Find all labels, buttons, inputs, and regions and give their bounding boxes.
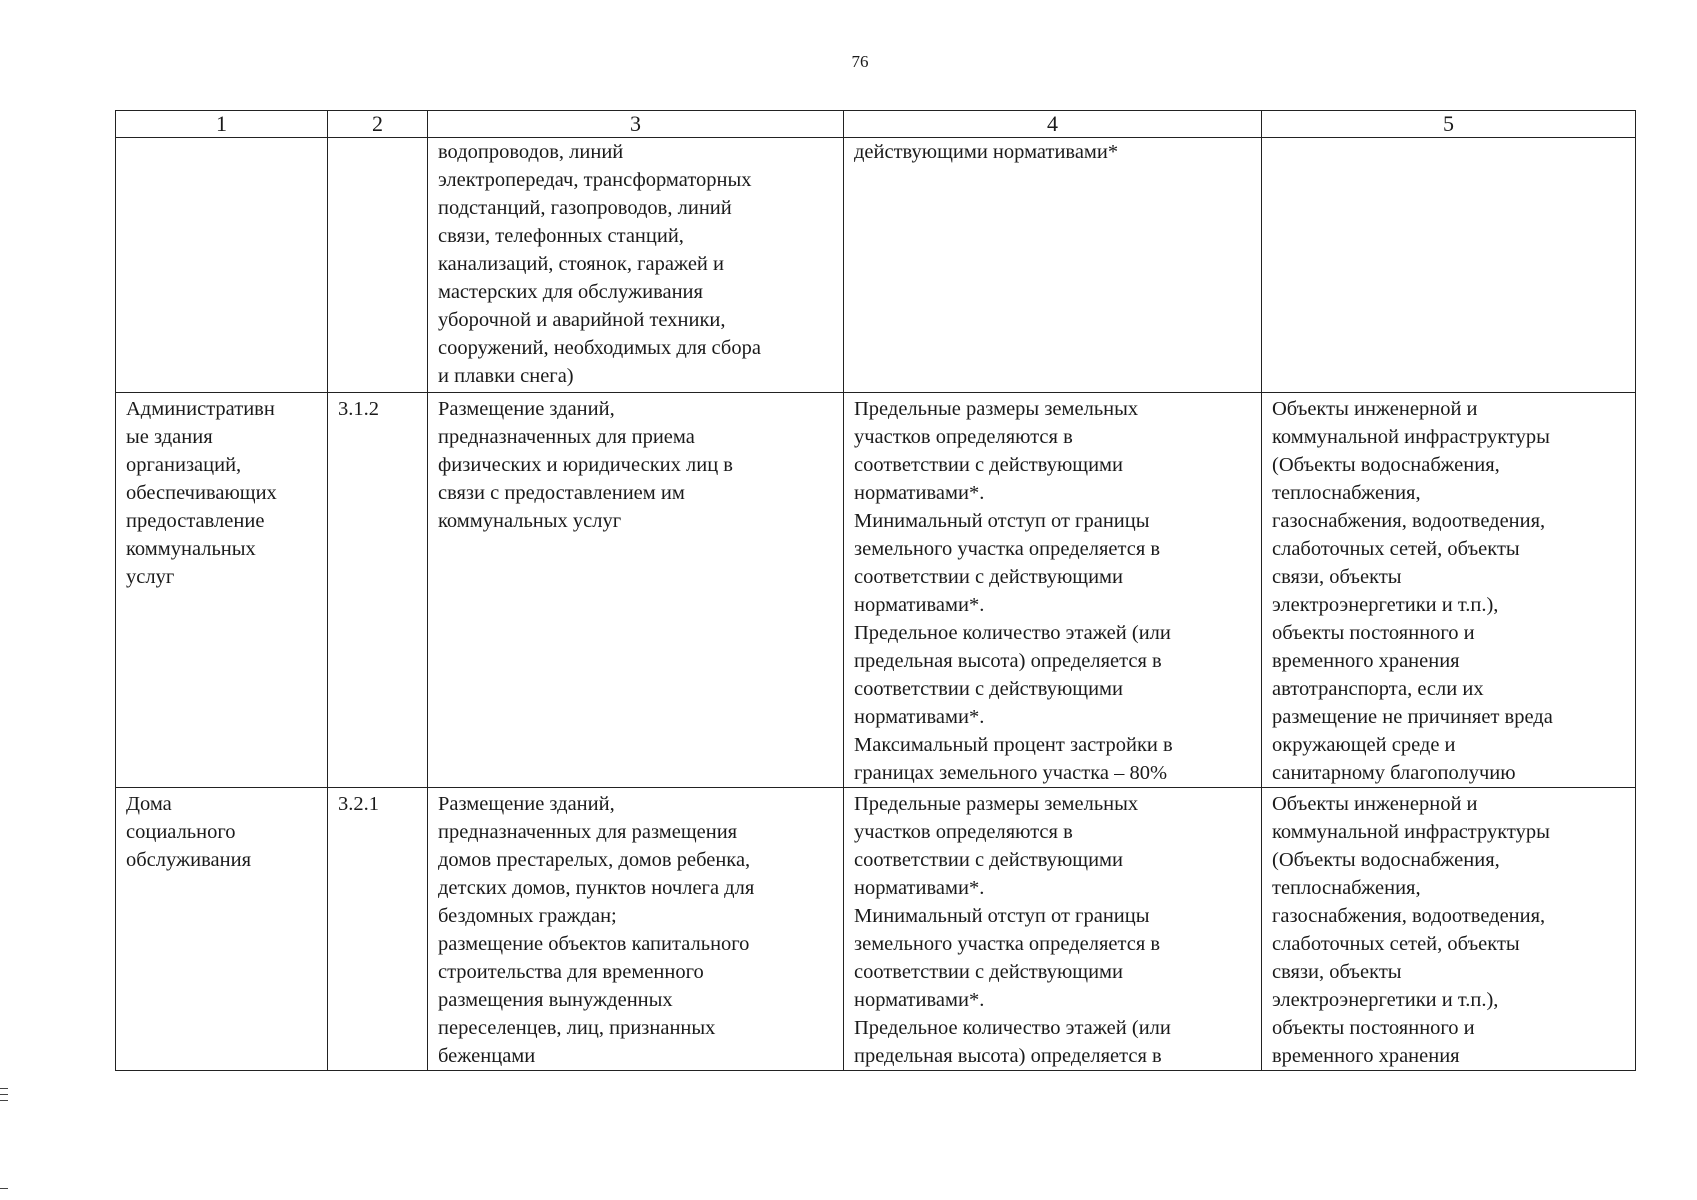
table-row bbox=[116, 393, 1636, 788]
use-name-cell bbox=[116, 138, 328, 393]
scan-margin-mark bbox=[0, 1100, 8, 1101]
auxiliary-uses-cell: Объекты инженерной и коммунальной инфраструктуры (Объекты водоснабжения, теплоснабжения, газоснабжения, водоотведения, слаботочных сетей, объекты связи, объекты электроэнергетики и т.п.), объекты постоянного и временного хранения автотранспорта, если их размещение не причиняет вреда окружающей среде и санитарному благополучию bbox=[1262, 393, 1636, 788]
parameters-cell: действующими нормативами* bbox=[844, 138, 1262, 393]
column-header: 5 bbox=[1262, 111, 1636, 138]
parameters-cell: Предельные размеры земельных участков определяются в соответствии с действующими нормативами*. Минимальный отступ от границы земельного участка определяется в соответствии с действующими нормативами*. Предельное количество этажей (или предельная высота) определяется в bbox=[844, 788, 1262, 1071]
use-name-cell: Дома социального обслуживания bbox=[116, 788, 328, 1071]
scan-margin-mark bbox=[0, 1188, 8, 1189]
column-header: 3 bbox=[428, 111, 844, 138]
table-header-row bbox=[116, 111, 1636, 138]
use-code-cell: 3.1.2 bbox=[328, 393, 428, 788]
parameters-cell: Предельные размеры земельных участков определяются в соответствии с действующими нормативами*. Минимальный отступ от границы земельного участка определяется в соответствии с действующими нормативами*. Предельное количество этажей (или предельная высота) определяется в соответствии с действующими нормативами*. Максимальный процент застройки в границах земельного участка – 80% bbox=[844, 393, 1262, 788]
scan-margin-mark bbox=[0, 1088, 8, 1089]
column-header: 4 bbox=[844, 111, 1262, 138]
page-number: 76 bbox=[851, 52, 869, 71]
use-description-cell: Размещение зданий, предназначенных для размещения домов престарелых, домов ребенка, детских домов, пунктов ночлега для бездомных граждан; размещение объектов капитального строительства для временного размещения вынужденных переселенцев, лиц, признанных беженцами bbox=[428, 788, 844, 1071]
use-code-cell: 3.2.1 bbox=[328, 788, 428, 1071]
regulations-table bbox=[115, 110, 1636, 1071]
column-header: 1 bbox=[116, 111, 328, 138]
use-description-cell: водопроводов, линий электропередач, трансформаторных подстанций, газопроводов, линий связи, телефонных станций, канализаций, стоянок, гаражей и мастерских для обслуживания уборочной и аварийной техники, сооружений, необходимых для сбора и плавки снега) bbox=[428, 138, 844, 393]
auxiliary-uses-cell: Объекты инженерной и коммунальной инфраструктуры (Объекты водоснабжения, теплоснабжения, газоснабжения, водоотведения, слаботочных сетей, объекты связи, объекты электроэнергетики и т.п.), объекты постоянного и временного хранения bbox=[1262, 788, 1636, 1071]
column-header: 2 bbox=[328, 111, 428, 138]
table-row bbox=[116, 138, 1636, 393]
use-description-cell: Размещение зданий, предназначенных для приема физических и юридических лиц в связи с предоставлением им коммунальных услуг bbox=[428, 393, 844, 788]
auxiliary-uses-cell bbox=[1262, 138, 1636, 393]
table-row bbox=[116, 788, 1636, 1071]
use-name-cell: Административн ые здания организаций, обеспечивающих предоставление коммунальных услуг bbox=[116, 393, 328, 788]
use-code-cell bbox=[328, 138, 428, 393]
scan-margin-mark bbox=[0, 1094, 8, 1095]
